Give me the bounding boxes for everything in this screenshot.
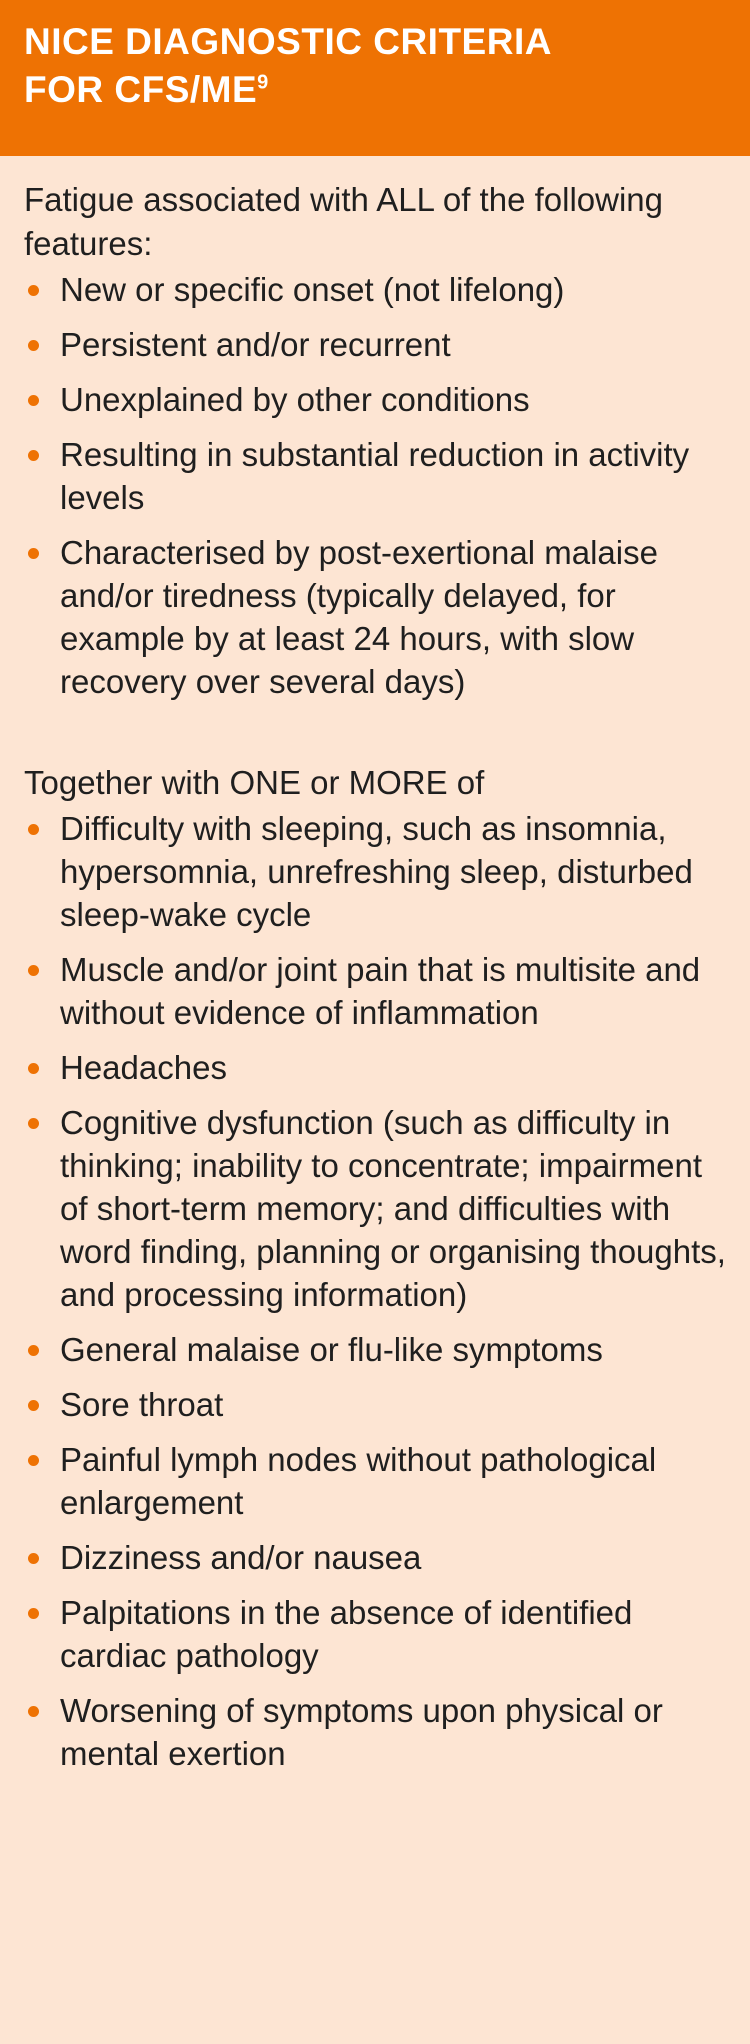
title-line-2: FOR CFS/ME [24,69,258,110]
list-item-text: Worsening of symptoms upon physical or mental exertion [60,1692,663,1772]
list-item-text: New or specific onset (not lifelong) [60,271,565,308]
list-item [24,531,730,703]
list-item-text: Persistent and/or recurrent [60,326,451,363]
list-item [24,378,730,421]
list-item [24,1536,730,1579]
bullet-dot-icon [28,340,39,351]
bullet-dot-icon [28,450,39,461]
bullet-dot-icon [28,1345,39,1356]
list-item-text: Unexplained by other conditions [60,381,530,418]
bullet-dot-icon [28,548,39,559]
reference-superscript: 9 [257,71,269,94]
section-2-list [24,807,730,1775]
list-item-text: Cognitive dysfunction (such as difficulty in thinking; inability to concentrate; impairment of short-term memory; and difficulties with word finding, planning or organising thoughts, and processing information) [60,1104,726,1313]
list-item [24,1438,730,1524]
list-item [24,323,730,366]
list-item-text: Sore throat [60,1386,224,1423]
box-title [24,18,726,114]
criteria-content [0,156,750,1775]
list-item [24,948,730,1034]
list-item-text: Characterised by post-exertional malaise and/or tiredness (typically delayed, for example by at least 24 hours, with slow recovery over several days) [60,534,658,700]
list-item-text: Resulting in substantial reduction in activity levels [60,436,690,516]
list-item-text: Headaches [60,1049,227,1086]
section-spacer [24,715,730,761]
list-item [24,1328,730,1371]
list-item-text: Painful lymph nodes without pathological enlargement [60,1441,657,1521]
bullet-dot-icon [28,1553,39,1564]
section-2-intro: Together with ONE or MORE of [24,764,485,801]
bullet-dot-icon [28,395,39,406]
bullet-dot-icon [28,1063,39,1074]
list-item-text: Palpitations in the absence of identified cardiac pathology [60,1594,633,1674]
bullet-dot-icon [28,1608,39,1619]
title-line-1: NICE DIAGNOSTIC CRITERIA [24,21,552,62]
list-item [24,1101,730,1316]
section-1-intro: Fatigue associated with ALL of the following features: [24,181,664,262]
bullet-dot-icon [28,965,39,976]
list-item-text: Difficulty with sleeping, such as insomnia, hypersomnia, unrefreshing sleep, disturbed sleep-wake cycle [60,810,693,933]
bullet-dot-icon [28,1118,39,1129]
list-item [24,433,730,519]
list-item-text: General malaise or flu-like symptoms [60,1331,603,1368]
list-item-text: Dizziness and/or nausea [60,1539,422,1576]
list-item [24,1689,730,1775]
bullet-dot-icon [28,1400,39,1411]
section-1-list [24,268,730,703]
bullet-dot-icon [28,1706,39,1717]
list-item [24,268,730,311]
list-item [24,807,730,936]
list-item [24,1591,730,1677]
bullet-dot-icon [28,285,39,296]
list-item [24,1046,730,1089]
list-item-text: Muscle and/or joint pain that is multisite and without evidence of inflammation [60,951,701,1031]
list-item [24,1383,730,1426]
box-header [0,0,750,156]
bullet-dot-icon [28,824,39,835]
bullet-dot-icon [28,1455,39,1466]
